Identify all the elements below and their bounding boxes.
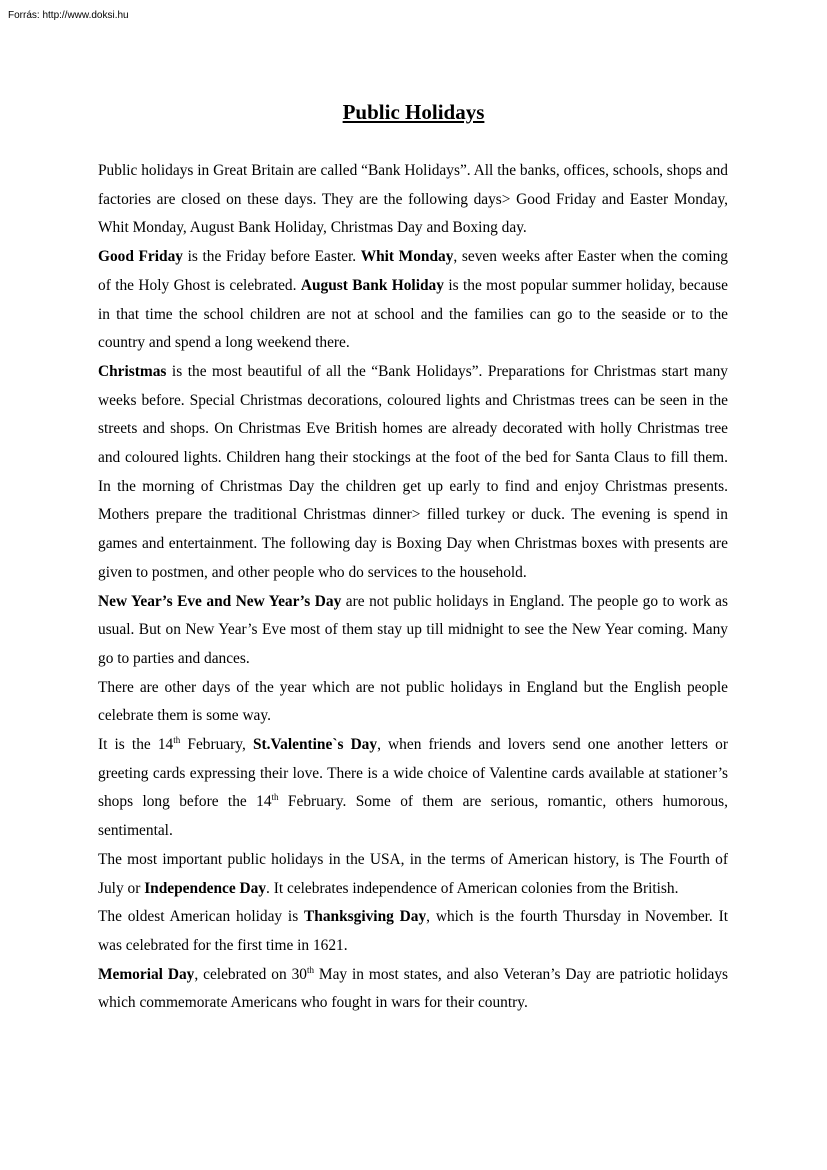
text-run: are not public holidays in England. The people go to work as usual. But on New Year’s Eve most of them stay up till midnight to see the New Year coming. Many go to parties and dances. (98, 592, 728, 667)
text-run: , celebrated on 30 (194, 965, 307, 983)
text-run: February, (180, 736, 253, 754)
text-run: The oldest American holiday is (98, 908, 305, 926)
text-run: . It celebrates independence of American colonies from the British. (266, 879, 679, 897)
paragraph (98, 961, 728, 1018)
text-run: Public holidays in Great Britain are called “Bank Holidays”. All the banks, offices, schools, shops and factories are closed on these days. They are the following days> Good Friday and Easter Monday, Whit Monday, August Bank Holiday, Christmas Day and Boxing day. (98, 162, 728, 237)
paragraph (98, 358, 728, 588)
paragraph (98, 731, 728, 846)
bold-term: August Bank Holiday (300, 276, 444, 294)
text-run: is the most popular summer holiday, because in that time the school children are not at school and the families can go to the seaside or to the country and spend a long weekend there. (98, 276, 728, 352)
bold-term: Thanksgiving Day (304, 908, 427, 926)
text-run: , when friends and lovers send one another letters or greeting cards expressing their love. There is a wide choice of Valentine cards available at stationer’s shops long before the 14 (98, 736, 728, 811)
bold-term: Memorial Day (98, 965, 195, 983)
bold-term: Whit Monday (360, 248, 454, 266)
paragraph (98, 846, 728, 903)
document-body (98, 157, 728, 1018)
paragraph (98, 157, 728, 243)
source-label: Forrás: http://www.doksi.hu (8, 10, 129, 21)
text-run: , seven weeks after Easter when the coming of the Holy Ghost is celebrated. (98, 248, 729, 294)
ordinal-suffix: th (271, 792, 279, 803)
text-run: The most important public holidays in the USA, in the terms of American history, is The Fourth of July or (98, 850, 728, 897)
bold-term: Good Friday (98, 248, 183, 266)
text-run: is the Friday before Easter. (183, 248, 361, 266)
text-run: May in most states, and also Veteran’s Day are patriotic holidays which commemorate Americans who fought in wars for their country. (98, 965, 729, 1012)
text-run: is the most beautiful of all the “Bank Holidays”. Preparations for Christmas start many weeks before. Special Christmas decorations, coloured lights and Christmas trees can be seen in the streets and shops. On Christmas Eve British homes are already decorated with holly Christmas tree and coloured lights. Children hang their stockings at the foot of the bed for Santa Claus to fill them. In the morning of Christmas Day the children get up early to find and enjoy Christmas presents. Mothers prepare the traditional Christmas dinner> filled turkey or duck. The evening is spend in games and entertainment. The following day is Boxing Day when Christmas boxes with presents are given to postmen, and other people who do services to the household. (98, 362, 728, 581)
bold-term: Christmas (98, 362, 167, 380)
text-run: February. Some of them are serious, romantic, others humorous, sentimental. (98, 793, 728, 840)
paragraph (98, 903, 728, 960)
text-run: There are other days of the year which are not public holidays in England but the English people celebrate them is some way. (98, 678, 728, 725)
text-run: It is the 14 (98, 736, 174, 754)
text-run: , which is the fourth Thursday in November. It was celebrated for the first time in 1621. (98, 908, 728, 954)
bold-term: St.Valentine`s Day (252, 736, 378, 754)
paragraph (98, 243, 728, 358)
ordinal-suffix: th (173, 735, 181, 746)
bold-term: Independence Day (144, 879, 267, 897)
ordinal-suffix: th (306, 964, 314, 975)
paragraph (98, 588, 728, 674)
bold-term: New Year’s Eve and New Year’s Day (98, 592, 342, 610)
paragraph (98, 674, 728, 731)
page-title: Public Holidays (342, 100, 485, 124)
